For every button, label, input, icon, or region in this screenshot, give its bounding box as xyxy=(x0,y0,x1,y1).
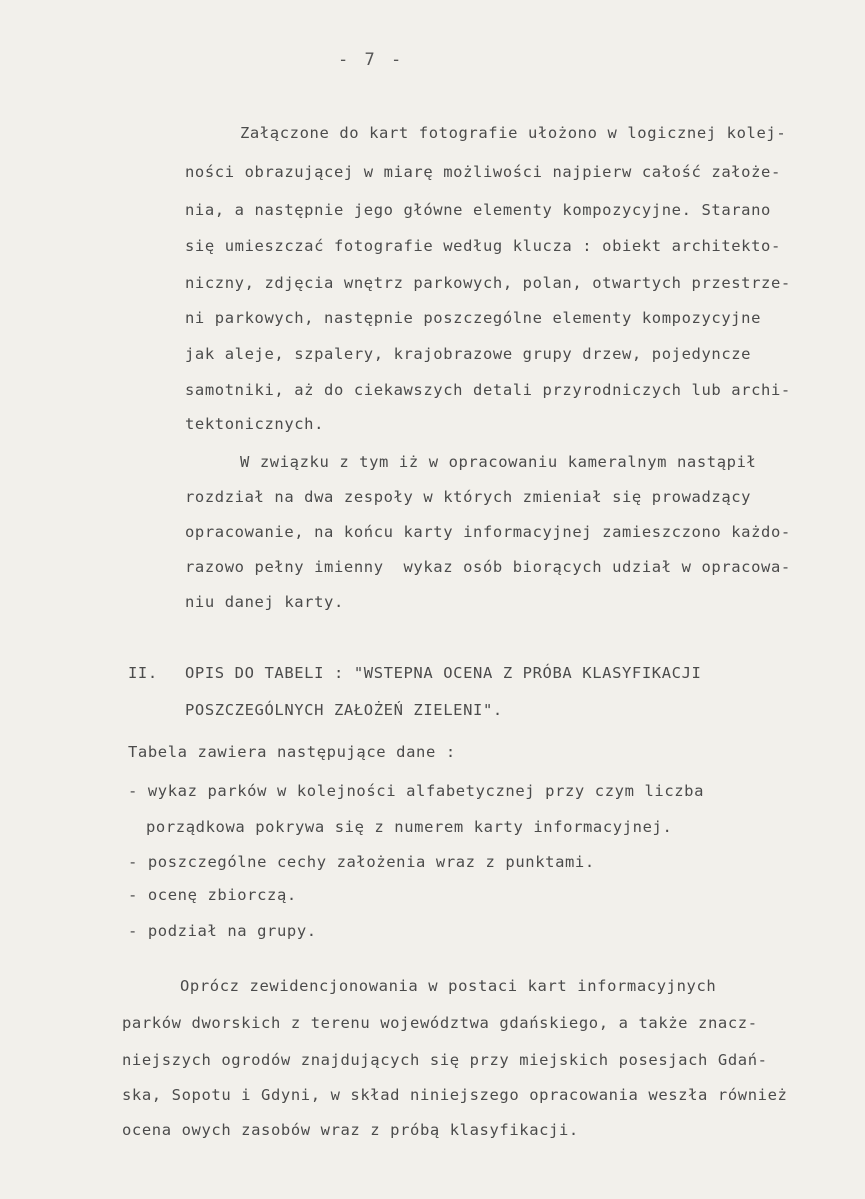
section-heading: POSZCZEGÓLNYCH ZAŁOŻEŃ ZIELENI". xyxy=(185,701,503,719)
text-line: ni parkowych, następnie poszczególne elementy kompozycyjne xyxy=(185,309,762,327)
text-line: nia, a następnie jego główne elementy kompozycyjne. Starano xyxy=(185,201,771,219)
list-item: - podział na grupy. xyxy=(128,922,317,940)
text-line: jak aleje, szpalery, krajobrazowe grupy drzew, pojedyncze xyxy=(185,345,752,363)
list-item: - wykaz parków w kolejności alfabetycznej przy czym liczba xyxy=(128,782,705,800)
text-line: W związku z tym iż w opracowaniu kameralnym nastąpił xyxy=(240,453,757,471)
section-heading: OPIS DO TABELI : "WSTEPNA OCENA Z PRÓBA KLASYFIKACJI xyxy=(185,664,702,682)
text-line: się umieszczać fotografie według klucza : obiekt architekto- xyxy=(185,237,781,255)
text-line: niu danej karty. xyxy=(185,593,344,611)
text-line: rozdział na dwa zespoły w których zmieniał się prowadzący xyxy=(185,488,752,506)
text-line: niejszych ogrodów znajdujących się przy miejskich posesjach Gdań- xyxy=(122,1051,768,1069)
text-line: razowo pełny imienny wykaz osób biorących udział w opracowa- xyxy=(185,558,791,576)
list-intro: Tabela zawiera następujące dane : xyxy=(128,743,456,761)
text-line: samotniki, aż do ciekawszych detali przyrodniczych lub archi- xyxy=(185,381,791,399)
text-line: Oprócz zewidencjonowania w postaci kart informacyjnych xyxy=(180,977,717,995)
text-line: ności obrazującej w miarę możliwości najpierw całość założe- xyxy=(185,163,781,181)
text-line: parków dworskich z terenu województwa gdańskiego, a także znacz- xyxy=(122,1014,758,1032)
text-line: tektonicznych. xyxy=(185,415,325,433)
list-item: - ocenę zbiorczą. xyxy=(128,886,297,904)
page-number: - 7 - xyxy=(338,50,405,70)
text-line: niczny, zdjęcia wnętrz parkowych, polan, otwartych przestrze- xyxy=(185,274,791,292)
list-item: - poszczególne cechy założenia wraz z punktami. xyxy=(128,853,595,871)
text-line: Załączone do kart fotografie ułożono w logicznej kolej- xyxy=(240,124,787,142)
list-item-continuation: porządkowa pokrywa się z numerem karty informacyjnej. xyxy=(146,818,673,836)
text-line: ocena owych zasobów wraz z próbą klasyfikacji. xyxy=(122,1121,579,1139)
text-line: opracowanie, na końcu karty informacyjnej zamieszczono każdo- xyxy=(185,523,791,541)
text-line: ska, Sopotu i Gdyni, w skład niniejszego opracowania weszła również xyxy=(122,1086,788,1104)
section-number: II. xyxy=(128,664,158,682)
